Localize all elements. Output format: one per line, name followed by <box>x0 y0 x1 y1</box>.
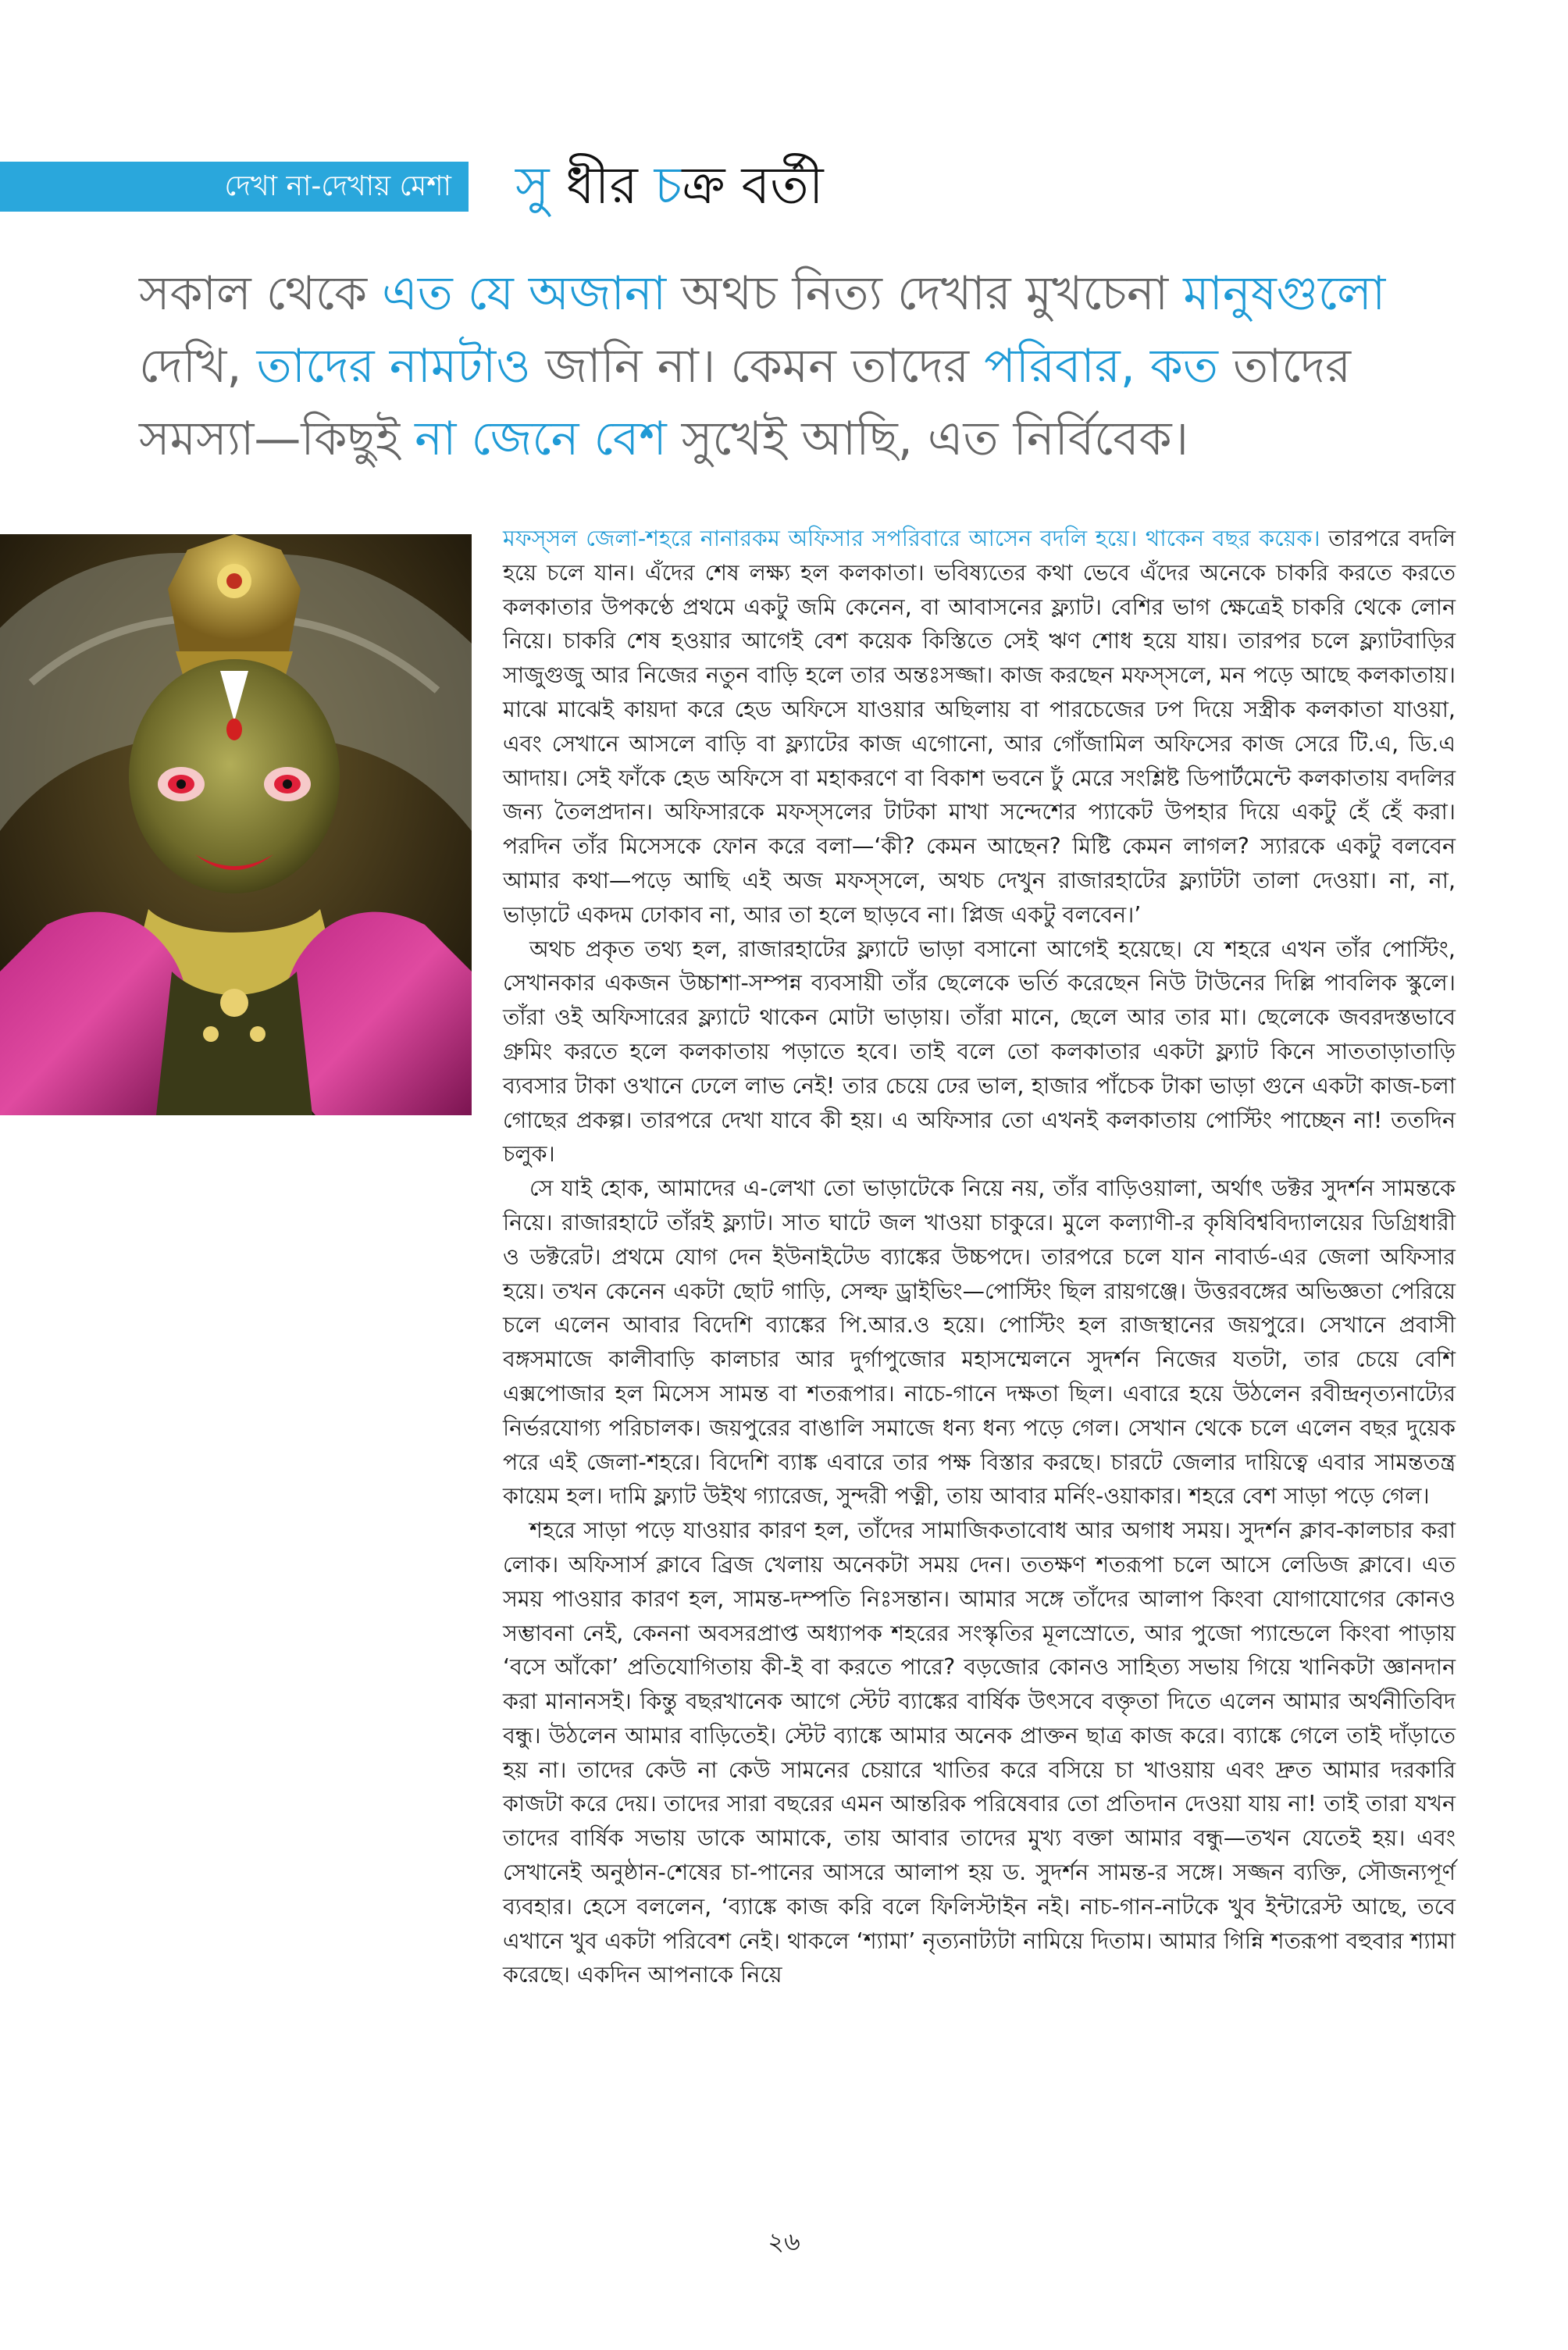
lead-highlight: এত যে অজানা <box>382 266 667 321</box>
lead-text: জানি না। কেমন তাদের <box>530 339 985 394</box>
article-body <box>503 522 1456 1992</box>
author-name-part-4: ক্র বর্তী <box>682 155 824 216</box>
lead-highlight: মানুষগুলো <box>1183 266 1386 321</box>
author-name <box>515 153 824 219</box>
lead-highlight: পরিবার, কত <box>984 339 1218 394</box>
lead-highlight: তাদের নামটাও <box>256 339 531 394</box>
deity-idol-photo <box>0 534 472 1115</box>
lead-highlight: না জেনে বেশ <box>415 412 667 466</box>
article-paragraph-text: তারপরে বদলি হয়ে চলে যান। এঁদের শেষ লক্ষ্য হল কলকাতা। ভবিষ্যতের কথা ভেবে এঁদের অনেকে চাকরি করতে করতে কলকাতার উপকণ্ঠে প্রথমে একটু জমি কেনেন, বা আবাসনের ফ্ল্যাট। বেশির ভাগ ক্ষেত্রেই চাকরি থেকে লোন নিয়ে। চাকরি শেষ হওয়ার আগেই বেশ কয়েক কিস্তিতে সেই ঋণ শোধ হয়ে যায়। তারপর চলে ফ্ল্যাটবাড়ির সাজুগুজু আর নিজের নতুন বাড়ি হলে তার অন্তঃসজ্জা। কাজ করছেন মফস্‌সলে, মন পড়ে আছে কলকাতায়। মাঝে মাঝেই কায়দা করে হেড অফিসে যাওয়ার অছিলায় বা পারচেজের ঢপ দিয়ে সস্ত্রীক কলকাতা যাওয়া, এবং সেখানে আসলে বাড়ি বা ফ্ল্যাটের কাজ এগোনো, আর গোঁজামিল অফিসের কাজ সেরে টি.এ, ডি.এ আদায়। সেই ফাঁকে হেড অফিসে বা মহাকরণে বা বিকাশ ভবনে ঢুঁ মেরে সংশ্লিষ্ট ডিপার্টমেন্টে কলকাতায় বদলির জন্য তৈলপ্রদান। অফিসারকে মফস্‌সলের টাটকা মাখা সন্দেশের প্যাকেট উপহার দিয়ে একটু হেঁ হেঁ করা। পরদিন তাঁর মিসেসকে ফোন করে বলা—‘কী? কেমন আছেন? মিষ্টি কেমন লাগল? স্যারকে একটু বলবেন আমার কথা—পড়ে আছি এই অজ মফস্‌সলে, অথচ দেখুন রাজারহাটের ফ্ল্যাটটা তালা দেওয়া। না, না, ভাড়াটে একদম ঢোকাব না, আর তা হলে ছাড়বে না। প্লিজ একটু বলবেন।’ <box>503 526 1456 928</box>
lead-text: সুখেই আছি, এত নির্বিবেক। <box>666 412 1189 466</box>
section-tag-label: দেখা না-দেখায় মেশা <box>224 170 451 202</box>
lead-paragraph <box>139 258 1420 476</box>
article-paragraph <box>503 522 1456 933</box>
deity-idol-illustration <box>0 534 472 1115</box>
author-name-part-1: সু <box>515 155 550 216</box>
article-paragraph: সে যাই হোক, আমাদের এ-লেখা তো ভাড়াটেকে নিয়ে নয়, তাঁর বাড়িওয়ালা, অর্থাৎ ডক্টর সুদর্শন সামন্তকে নিয়ে। রাজারহাটে তাঁরই ফ্ল্যাট। সাত ঘাটে জল খাওয়া চাকুরে। মুলে কল্যাণী-র কৃষিবিশ্ববিদ্যালয়ের ডিগ্রিধারী ও ডক্টরেট। প্রথমে যোগ দেন ইউনাইটেড ব্যাঙ্কের উচ্চপদে। তারপরে চলে যান নাবার্ড-এর জেলা অফিসার হয়ে। তখন কেনেন একটা ছোট গাড়ি, সেল্ফ ড্রাইভিং—পোস্টিং ছিল রায়গঞ্জে। উত্তরবঙ্গের অভিজ্ঞতা পেরিয়ে চলে এলেন আবার বিদেশি ব্যাঙ্কের পি.আর.ও হয়ে। পোস্টিং হল রাজস্থানের জয়পুরে। সেখানে প্রবাসী বঙ্গসমাজে কালীবাড়ি কালচার আর দুর্গাপুজোর মহাসম্মেলনে সুদর্শন নিজের যতটা, তার চেয়ে বেশি এক্সপোজার হল মিসেস সামন্ত বা শতরূপার। নাচে-গানে দক্ষতা ছিল। এবারে হয়ে উঠলেন রবীন্দ্রনৃত্যনাট্যের নির্ভরযোগ্য পরিচালক। জয়পুরের বাঙালি সমাজে ধন্য ধন্য পড়ে গেল। সেখান থেকে চলে এলেন বছর দুয়েক পরে এই জেলা-শহরে। বিদেশি ব্যাঙ্ক এবারে তার পক্ষ বিস্তার করছে। চারটে জেলার দায়িত্বে এবার সামন্ততন্ত্র কায়েম হল। দামি ফ্ল্যাট উইথ গ্যারেজ, সুন্দরী পত্নী, তায় আবার মর্নিং-ওয়াকার। শহরে বেশ সাড়া পড়ে গেল। <box>503 1175 1456 1510</box>
page-number: ২৬ <box>768 2227 800 2256</box>
section-tag <box>0 162 469 212</box>
lead-text: অথচ নিত্য দেখার মুখচেনা <box>666 266 1184 321</box>
lead-text: দেখি, <box>139 339 257 394</box>
article-opening-line: মফস্‌সল জেলা-শহরে নানারকম অফিসার সপরিবারে আসেন বদলি হয়ে। থাকেন বছর কয়েক। <box>503 526 1320 551</box>
article-paragraph: শহরে সাড়া পড়ে যাওয়ার কারণ হল, তাঁদের সামাজিকতাবোধ আর অগাধ সময়। সুদর্শন ক্লাব-কালচার করা লোক। অফিসার্স ক্লাবে ব্রিজ খেলায় অনেকটা সময় দেন। ততক্ষণ শতরূপা চলে আসে লেডিজ ক্লাবে। এত সময় পাওয়ার কারণ হল, সামন্ত-দম্পতি নিঃসন্তান। আমার সঙ্গে তাঁদের আলাপ কিংবা যোগাযোগের কোনও সম্ভাবনা নেই, কেননা অবসরপ্রাপ্ত অধ্যাপক শহরের সংস্কৃতির মূলস্রোতে, আর পুজো প্যান্ডেলে কিংবা পাড়ায় ‘বসে আঁকো’ প্রতিযোগিতায় কী-ই বা করতে পারে? বড়জোর কোনও সাহিত্য সভায় গিয়ে খানিকটা জ্ঞানদান করা মানানসই। কিন্তু বছরখানেক আগে স্টেট ব্যাঙ্কের বার্ষিক উৎসবে বক্তৃতা দিতে এলেন আমার অর্থনীতিবিদ বন্ধু। উঠলেন আমার বাড়িতেই। স্টেট ব্যাঙ্কে আমার অনেক প্রাক্তন ছাত্র কাজ করে। ব্যাঙ্কে গেলে তাই দাঁড়াতে হয় না। তাদের কেউ না কেউ সামনের চেয়ারে খাতির করে বসিয়ে চা খাওয়ায় এবং দ্রুত আমার দরকারি কাজটা করে দেয়। তাদের সারা বছরের এমন আন্তরিক পরিষেবার তো প্রতিদান দেওয়া যায় না! তাই তারা যখন তাদের বার্ষিক সভায় ডাকে আমাকে, তায় আবার তাদের মুখ্য বক্তা আমার বন্ধু—তখন যেতেই হয়। এবং সেখানেই অনুষ্ঠান-শেষের চা-পানের আসরে আলাপ হয় ড. সুদর্শন সামন্ত-র সঙ্গে। সজ্জন ব্যক্তি, সৌজন্যপূর্ণ ব্যবহার। হেসে বললেন, ‘ব্যাঙ্কে কাজ করি বলে ফিলিস্টাইন নই। নাচ-গান-নাটকে খুব ইন্টারেস্ট আছে, তবে এখানে খুব একটা পরিবেশ নেই। থাকলে ‘শ্যামা’ নৃত্যনাট্যটা নামিয়ে দিতাম। আমার গিন্নি শতরূপা বহুবার শ্যামা করেছে। একদিন আপনাকে নিয়ে <box>503 1517 1456 1988</box>
author-name-part-3: চ <box>654 155 682 216</box>
lead-text: সকাল থেকে <box>139 266 383 321</box>
lead-text: তাদের সমস্যা—কিছুই <box>139 339 1352 466</box>
article-paragraph: অথচ প্রকৃত তথ্য হল, রাজারহাটের ফ্ল্যাটে ভাড়া বসানো আগেই হয়েছে। যে শহরে এখন তাঁর পোস্টিং, সেখানকার একজন উচ্চাশা-সম্পন্ন ব্যবসায়ী তাঁর ছেলেকে ভর্তি করেছেন নিউ টাউনের দিল্লি পাবলিক স্কুলে। তাঁরা ওই অফিসারের ফ্ল্যাটে থাকেন মোটা ভাড়ায়। তাঁরা মানে, ছেলে আর তার মা। ছেলেকে জবরদস্তভাবে গ্রুমিং করতে হলে কলকাতায় পড়াতে হবে। তাই বলে তো কলকাতার একটা ফ্ল্যাট কিনে সাততাড়াতাড়ি ব্যবসার টাকা ওখানে ঢেলে লাভ নেই! তার চেয়ে ঢের ভাল, হাজার পাঁচেক টাকা ভাড়া গুনে একটা কাজ-চলা গোছের প্রকল্প। তারপরে দেখা যাবে কী হয়। এ অফিসার তো এখনই কলকাতায় পোস্টিং পাচ্ছেন না! ততদিন চলুক। <box>503 936 1456 1168</box>
author-name-part-2: ধীর <box>565 155 638 216</box>
